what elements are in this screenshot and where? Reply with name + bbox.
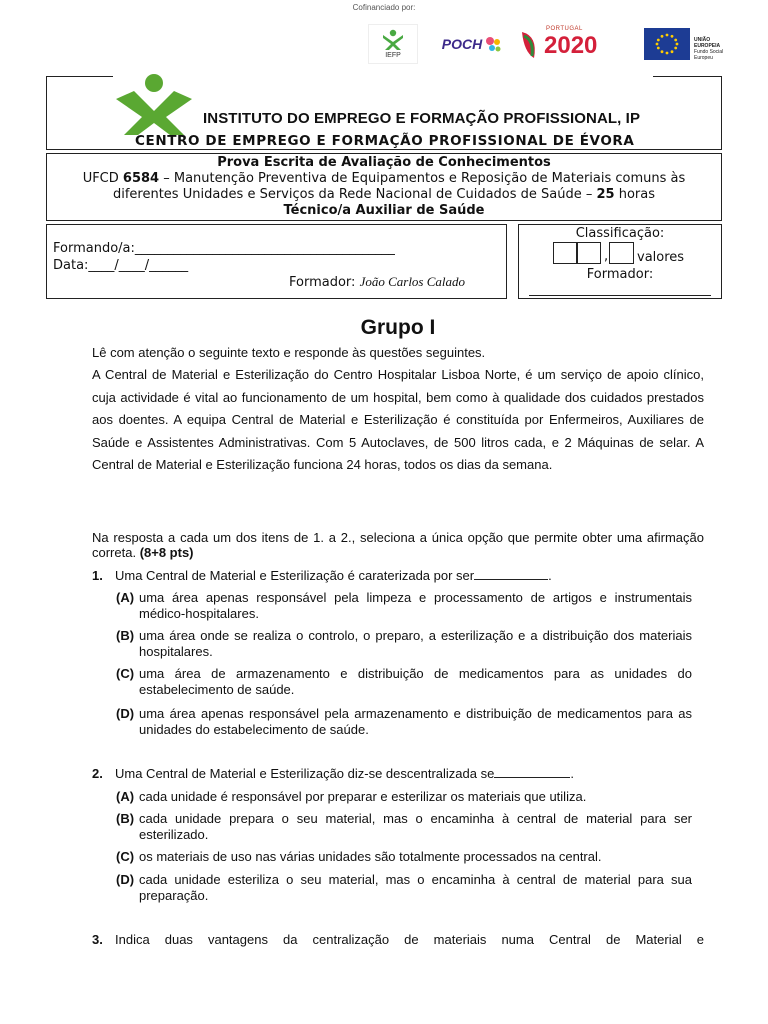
ufcd-description-2: diferentes Unidades e Serviços da Rede Nacional de Cuidados de Saúde –: [112, 187, 597, 202]
pt2020-year: 2020: [544, 32, 598, 59]
pt2020-flag-icon: [520, 30, 542, 60]
group-heading: Grupo I: [360, 316, 436, 339]
hours-unit: horas: [614, 187, 656, 202]
answer-blank[interactable]: [474, 568, 548, 580]
option-2b[interactable]: [116, 811, 692, 842]
answer-blank[interactable]: [494, 766, 570, 778]
option-text: cada unidade é responsável por preparar e esterilizar os materiais que utiliza.: [139, 789, 587, 804]
formador-line: [289, 274, 465, 290]
ufcd-line: [47, 171, 721, 187]
score-decimal-box[interactable]: [609, 242, 634, 264]
formador-signature-line[interactable]: [529, 295, 711, 296]
grade-formador-label: Formador:: [586, 267, 654, 282]
instruction-text: Na resposta a cada um dos itens de 1. a 2., seleciona a única opção que permite obter uma afirmação correta.: [92, 530, 704, 560]
student-info-box: [46, 224, 507, 299]
option-1b[interactable]: [116, 628, 692, 659]
institute-title: INSTITUTO DO EMPREGO E FORMAÇÃO PROFISSIONAL, IP: [203, 110, 641, 127]
question-text: Indica duas vantagens da centralização de materiais numa Central de Material e: [115, 932, 704, 947]
exam-info-box: [46, 153, 722, 221]
score-digit-box[interactable]: [553, 242, 577, 264]
option-1c[interactable]: [116, 666, 692, 697]
eu-flag-icon: [644, 28, 690, 60]
course-title: Técnico/a Auxiliar de Saúde: [283, 203, 485, 218]
question-number: 2.: [92, 766, 103, 781]
decimal-comma: ,: [604, 249, 609, 264]
portugal-2020-logo: [520, 24, 630, 64]
cofinancing-label: Cofinanciado por:: [352, 3, 416, 12]
formando-field[interactable]: Formando/a:________________________________________: [53, 241, 395, 256]
classification-label: Classificação:: [575, 226, 665, 241]
ufcd-prefix: UFCD: [82, 171, 123, 186]
option-letter: (C): [116, 849, 135, 864]
poch-swirl-icon: [482, 33, 504, 55]
option-letter: (A): [116, 789, 135, 804]
reading-passage: A Central de Material e Esterilização do Centro Hospitalar Lisboa Norte, é um serviço de apoio clínico, cuja actividade é vital ao funcionamento de um hospital, bem como à qualidade dos cuidados prestados aos doentes. A equipa Central de Material e Esterilização é constituída por Enfermeiros, Auxiliares de Saúde e Assistentes Administrativas. Com 5 Autoclaves, de 500 litros cada, e 2 Máquinas de selar. A Central de Material e Esterilização funciona 24 horas, todos os dias da semana.: [92, 367, 704, 472]
option-text: uma área onde se realiza o controlo, o preparo, a esterilização e a distribuição dos materiais hospitalares.: [139, 628, 692, 659]
option-letter: (A): [116, 590, 135, 605]
score-digit-box[interactable]: [577, 242, 601, 264]
option-letter: (C): [116, 666, 135, 681]
ufcd-description: – Manutenção Preventiva de Equipamentos e Reposição de Materiais comuns às: [159, 171, 686, 186]
eu-fund-label: Fundo Social Europeu: [694, 49, 724, 61]
question-number: 3.: [92, 932, 103, 947]
intro-instruction: Lê com atenção o seguinte texto e responde às questões seguintes.: [92, 345, 486, 360]
eu-logo: [644, 24, 726, 64]
option-text: os materiais de uso nas várias unidades são totalmente processados na central.: [139, 849, 602, 864]
option-text: cada unidade prepara o seu material, mas o encaminha à central de material para ser esterilizado.: [139, 811, 692, 842]
option-letter: (D): [116, 872, 135, 887]
pt2020-country: PORTUGAL: [546, 26, 583, 32]
question-number: 1.: [92, 568, 103, 583]
valores-label: valores: [637, 250, 685, 265]
funding-logos: [368, 24, 723, 66]
iefp-small-logo: [368, 24, 418, 64]
eu-text: [694, 37, 734, 61]
center-title: CENTRO DE EMPREGO E FORMAÇÃO PROFISSIONAL DE ÉVORA: [135, 133, 635, 149]
option-text: uma área apenas responsável pela limpeza e processamento de artigos e instrumentais médico-hospitalares.: [139, 590, 692, 621]
ufcd-hours: 25: [596, 187, 615, 202]
option-2a[interactable]: [116, 789, 692, 805]
poch-logo: [440, 24, 506, 64]
exam-title: Prova Escrita de Avaliação de Conhecimentos: [217, 155, 551, 170]
grade-box: [518, 224, 722, 299]
option-2d[interactable]: [116, 872, 692, 903]
iefp-figure-icon: [381, 29, 405, 51]
points-label: (8+8 pts): [136, 545, 194, 560]
option-letter: (B): [116, 628, 135, 643]
question-text: Uma Central de Material e Esterilização diz-se descentralizada se .: [115, 766, 574, 781]
poch-label: POCH: [441, 36, 483, 52]
option-1d[interactable]: [116, 706, 692, 737]
option-1a[interactable]: [116, 590, 692, 621]
option-text: uma área apenas responsável pela armazenamento e distribuição de medicamentos para as unidades do estabelecimento de saúde.: [139, 706, 692, 737]
eu-union-label: UNIÃO EUROPEIA: [694, 37, 721, 49]
option-letter: (D): [116, 706, 135, 721]
option-2c[interactable]: [116, 849, 692, 865]
date-field[interactable]: Data:____/____/______: [53, 258, 189, 273]
option-letter: (B): [116, 811, 135, 826]
iefp-logo-icon: [114, 73, 194, 137]
option-text: cada unidade esteriliza o seu material, mas o encaminha à central de material para sua preparação.: [139, 872, 692, 903]
formador-label: Formador:: [289, 275, 360, 290]
iefp-small-label: IEFP: [385, 52, 401, 59]
option-text: uma área de armazenamento e distribuição de medicamentos para as unidades do estabelecimento de saúde.: [139, 666, 692, 697]
formador-name: João Carlos Calado: [359, 274, 466, 289]
ufcd-line-2: [47, 187, 721, 203]
multiple-choice-instruction: [92, 530, 704, 560]
ufcd-code: 6584: [122, 171, 160, 186]
question-text: Uma Central de Material e Esterilização é caraterizada por ser .: [115, 568, 552, 583]
